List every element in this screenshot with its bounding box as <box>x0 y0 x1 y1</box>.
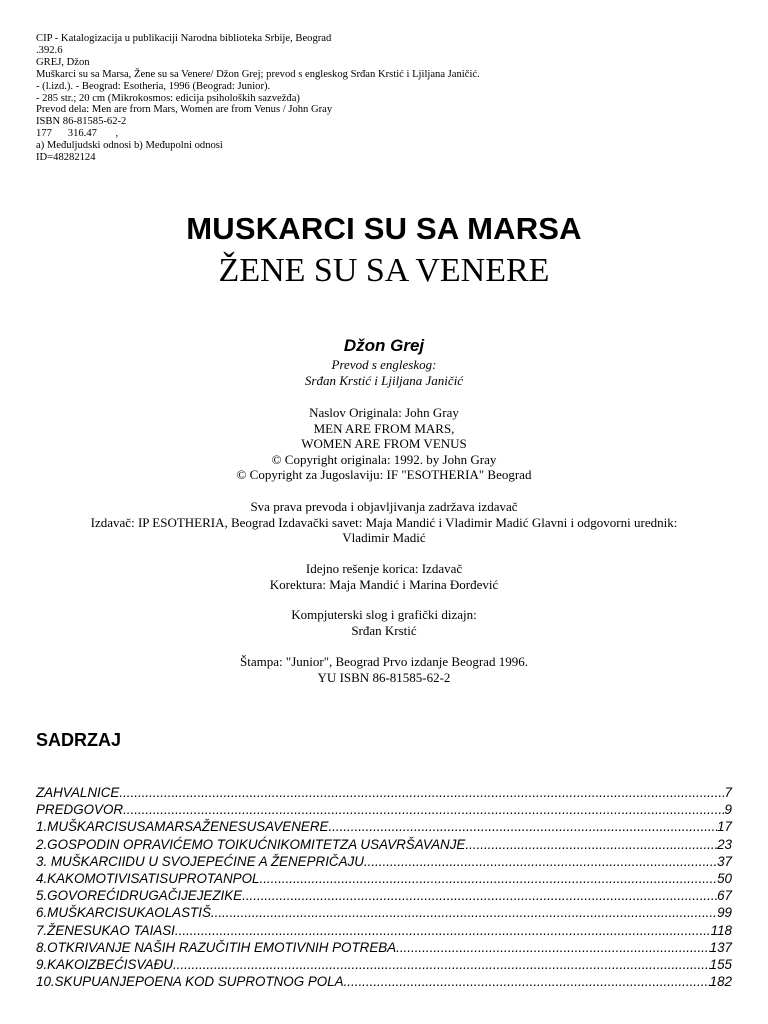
toc-entry[interactable] <box>36 939 732 956</box>
toc-entry-page: 9 <box>724 802 732 818</box>
layout-credit-line: Srđan Krstić <box>351 622 417 638</box>
original-info <box>0 405 768 483</box>
toc-entry-label: 4.KAKOMOTIVISATISUPROTANPOL <box>36 871 260 887</box>
toc-entry-label: 10.SKUPUANJEPOENA KOD SUPROTNOG POLA <box>36 974 344 990</box>
print-info-line: Štampa: "Junior", Beograd Prvo izdanje Beograd 1996. <box>240 654 528 669</box>
cip-line: Prevod dela: Men are frorn Mars, Women are from Venus / John Gray <box>36 104 333 116</box>
rights-line: Sva prava prevoda i objavljivanja zadržava izdavač <box>250 499 518 514</box>
toc-entry-page: 182 <box>709 974 732 990</box>
cip-line: Muškarci su sa Marsa, Žene su sa Venere/ Džon Grej; prevod s engleskog Srđan Krstić i Ljiljana Janičić. <box>36 68 480 80</box>
design-line: Korektura: Maja Mandić i Marina Đorđević <box>269 576 499 592</box>
design-line: Idejno rešenje korica: Izdavač <box>305 561 463 576</box>
toc-leader-dots <box>242 887 717 904</box>
toc-entry[interactable] <box>36 801 732 818</box>
toc-entry-page: 37 <box>717 853 732 869</box>
author-name: Džon Grej <box>343 336 425 355</box>
toc-entry-label: 5.GOVOREĆIDRUGAČIJEJEZIKE <box>36 888 243 904</box>
toc-entry[interactable] <box>36 836 732 853</box>
toc-entry-page: 137 <box>709 939 732 955</box>
toc-entry-page: 7 <box>724 785 732 800</box>
toc-leader-dots <box>364 853 717 870</box>
cip-line: a) Međuljudski odnosi b) Međupolni odnosi <box>36 140 223 152</box>
print-info <box>0 654 768 685</box>
toc-leader-dots <box>211 904 717 921</box>
original-info-line: © Copyright za Jugoslaviju: IF "ESOTHERIA" Beograd <box>236 467 532 483</box>
toc-entry-page: 67 <box>717 888 732 904</box>
cip-line: GREJ, Džon <box>36 56 90 68</box>
book-title-line1: MUSKARCI SU SA MARSA <box>186 211 582 246</box>
toc-leader-dots <box>344 973 710 990</box>
toc-entry[interactable] <box>36 922 732 939</box>
cip-line: CIP - Katalogizacija u publikaciji Narodna biblioteka Srbije, Beograd <box>36 33 332 44</box>
rights-info <box>0 499 768 546</box>
toc-leader-dots <box>173 956 710 973</box>
cip-line: ID=48282124 <box>36 152 96 164</box>
rights-line: Vladimir Madić <box>342 530 426 546</box>
toc-entry-page: 23 <box>717 836 732 852</box>
original-info-line: © Copyright originala: 1992. by John Gray <box>271 451 497 467</box>
toc-entry-label: 3. MUŠKARCIIDU U SVOJEPEĆINE A ŽENEPRIČAJU <box>36 853 364 869</box>
toc-entry[interactable] <box>36 887 732 904</box>
toc-entry[interactable] <box>36 818 732 835</box>
toc-entry-label: 8.OTKRIVANJE NAŠIH RAZUČITIH EMOTIVNIH POTREBA <box>36 939 397 955</box>
toc-entry-label: PREDGOVOR <box>36 802 124 818</box>
cip-line: 177 316.47 , <box>36 128 119 140</box>
cip-record <box>36 33 480 164</box>
cip-line: - (l.izd.). - Beograd: Esotheria, 1996 (Beograd: Junior). <box>36 80 271 92</box>
toc-entry-page: 118 <box>710 922 732 938</box>
toc-entry-label: 2.GOSPODIN OPRAVIĆEMO TOIKUĆNIKOMITETZA USAVRŠAVANJE <box>36 836 466 852</box>
toc-heading: SADRZAJ <box>36 730 122 750</box>
toc-entry-page: 50 <box>717 871 732 887</box>
toc-entry[interactable] <box>36 870 732 887</box>
translation-label: Prevod s engleskog: <box>331 357 437 372</box>
toc-leader-dots <box>175 922 711 939</box>
toc-entry[interactable] <box>36 973 732 990</box>
original-info-line: WOMEN ARE FROM VENUS <box>301 436 467 452</box>
toc-leader-dots <box>119 784 724 801</box>
original-info-line: Naslov Originala: John Gray <box>309 405 459 420</box>
cip-line: ISBN 86-81585-62-2 <box>36 116 127 128</box>
toc-entry-page: 17 <box>717 819 732 835</box>
toc-entry-label: 1.MUŠKARCISUSAMARSAŽENESUSAVENERE <box>36 819 329 835</box>
toc-leader-dots <box>328 818 717 835</box>
toc-entry-page: 99 <box>717 905 732 921</box>
toc-leader-dots <box>465 836 717 853</box>
toc-leader-dots <box>259 870 717 887</box>
toc-entry-label: 7.ŽENESUKAO TAIASI <box>36 922 175 938</box>
toc-entry[interactable] <box>36 956 732 973</box>
toc-leader-dots <box>396 939 710 956</box>
rights-line: Izdavač: IP ESOTHERIA, Beograd Izdavački savet: Maja Mandić i Vladimir Madić Glavni i odgovorni urednik: <box>90 514 678 530</box>
book-title-line2: ŽENE SU SA VENERE <box>218 252 550 289</box>
toc-entry-label: 6.MUŠKARCISUKAOLASTIŠ <box>36 905 211 921</box>
table-of-contents <box>36 784 732 990</box>
translators: Srđan Krstić i Ljiljana Janičić <box>304 373 464 388</box>
cip-line: - 285 str.; 20 cm (Mikrokosmos: edicija psiholoških sazvežđa) <box>36 92 300 104</box>
original-info-line: MEN ARE FROM MARS, <box>313 420 455 436</box>
cip-line: .392.6 <box>36 44 63 56</box>
print-info-line: YU ISBN 86-81585-62-2 <box>317 669 451 685</box>
toc-entry-page: 155 <box>709 957 732 973</box>
toc-entry-label: 9.KAKOIZBEĆISVAĐU <box>36 957 173 973</box>
toc-entry[interactable] <box>36 784 732 801</box>
toc-entry[interactable] <box>36 904 732 921</box>
toc-entry[interactable] <box>36 853 732 870</box>
toc-entry-label: ZAHVALNICE <box>36 785 120 800</box>
design-info <box>0 561 768 592</box>
toc-leader-dots <box>123 801 724 818</box>
layout-credit-line: Kompjuterski slog i grafički dizajn: <box>291 607 477 622</box>
layout-credit <box>0 607 768 638</box>
translation-credit <box>0 357 768 389</box>
